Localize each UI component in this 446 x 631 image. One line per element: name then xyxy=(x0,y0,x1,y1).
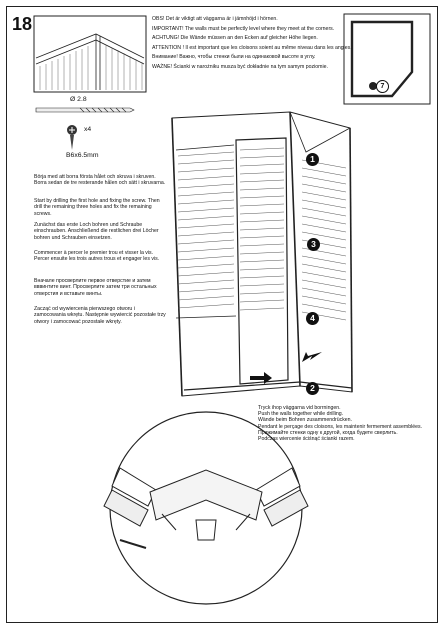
note-fr: Pendant le perçage des cloisons, les maintenir fermement assemblées. xyxy=(258,423,423,430)
instruction-de: Zunächst das erste Loch bohren und Schraube einschrauben. Anschließend die restlichen drei Löcher bohren und Schrauben einsetzen. xyxy=(34,222,159,241)
push-arrows xyxy=(250,352,322,384)
screw-size-label: B6x6.5mm xyxy=(66,152,99,159)
instruction-pl: Zacząć od wywiercenia pierwszego otworu i zamocowania wkrętu. Następnie wywiercić pozostałe trzy otwory i zamocować pozostałe wkręty. xyxy=(34,306,166,325)
corner-detail-inset xyxy=(34,16,146,92)
instruction-fr: Commencer à percer le premier trou et visser la vis. Percer ensuite les trois autres trous et engager les vis. xyxy=(34,250,160,263)
callout-2: 2 xyxy=(306,382,319,395)
thumbnail-callout: 7 xyxy=(376,80,389,93)
warning-en: IMPORTANT! The walls must be perfectly level where they meet at the corners. xyxy=(152,25,335,32)
instruction-ru: Вначале просверлите первое отверстие и затем вввинтите винт. Просверлите затем три остальных отверстия и вставьте винты. xyxy=(34,278,157,297)
warning-pl: WAŻNE! Ścianki w narożniku musza być dokładnie na tym samym poziomie. xyxy=(152,63,328,70)
warning-block xyxy=(152,16,352,74)
note-ru: Прижимайте стенки одну к другой, когда будете сверлить. xyxy=(258,429,398,436)
warning-ru: Внимание! Важно, чтобы стенки были на одинаковой высоте в углу. xyxy=(152,54,316,61)
screw-icon xyxy=(67,125,77,150)
drill-size-label: Ø 2.8 xyxy=(70,96,87,103)
callout-4: 4 xyxy=(306,312,319,325)
warning-de: ACHTUNG! Die Wände müssen an den Ecken auf gleicher Höhe liegen. xyxy=(152,35,318,42)
note-en: Push the walls together while drilling. xyxy=(258,411,344,418)
screw-quantity-label: x4 xyxy=(84,126,92,133)
note-sv: Tryck ihop väggarna vid borrningen. xyxy=(258,405,341,411)
push-arrow-left-icon xyxy=(302,352,322,362)
note-de: Wände beim Bohren zusammendrücken. xyxy=(258,417,352,424)
callout-3: 3 xyxy=(307,238,320,251)
instruction-en: Start by drilling the first hole and fixing the screw. Then drill the remaining three holes and fix the remaining screws. xyxy=(34,198,160,217)
drill-bit-icon xyxy=(36,108,134,112)
panel-slats xyxy=(178,148,346,320)
instruction-sv: Börja med att borra första hålet och skruva i skruven. Borra sedan de tre resterande hålen och sätt i skruvarna. xyxy=(34,174,166,187)
warning-sv: OBS! Det är viktigt att väggarna är i jämnhöjd i hörnen. xyxy=(152,16,278,22)
warning-fr: ATTENTION ! Il est important que les cloisons soient au même niveau dans les angles. xyxy=(152,44,352,51)
note-pl: Podczas wiercenie ściśnąć ścianki razem. xyxy=(258,436,355,443)
step-number: 18 xyxy=(12,14,33,34)
callout-1: 1 xyxy=(306,153,319,166)
bottom-note xyxy=(258,405,433,442)
